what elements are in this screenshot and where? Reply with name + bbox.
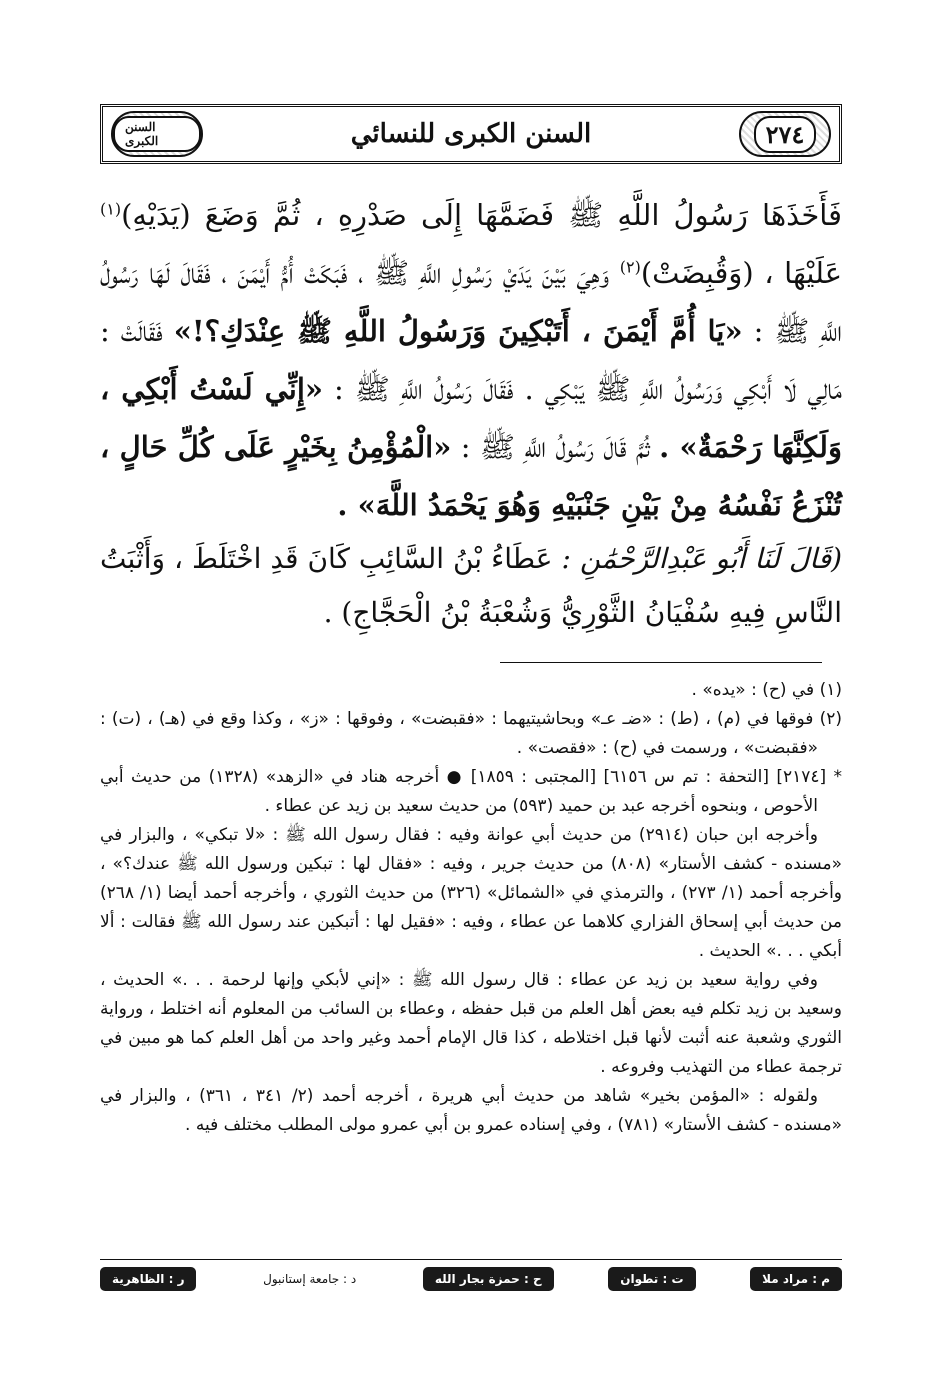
text-line: عَلَيْهَا ، [764,256,843,290]
manuscript-badge: ح : حمزة بجار الله [423,1267,554,1291]
text-line: ثُمَّ قَالَ رَسُولُ اللَّهِ ﷺ : [460,430,650,464]
book-logo-ornament [111,111,203,157]
prophet-quote: «إِنِّي لَسْتُ أَبْكِي ، وَلَكِنَّهَا رَحْمَةٌ» . [100,372,842,464]
footnote-ref: (٢) [619,257,641,277]
book-title: السنن الكبرى للنسائي [350,119,592,149]
page-number: ٢٧٤ [754,116,817,153]
manuscript-badge: ر : الظاهرية [100,1267,196,1291]
manuscript-badge: د : جامعة إستانبول [251,1267,368,1291]
takhrij-2: وأخرجه ابن حبان (٢٩١٤) من حديث أبي عوانة وفيه : فقال رسول الله ﷺ : «لا تبكي» ، والبزار في «مسنده - كشف الأستار» (٨٠٨) من حديث جرير ، وفيه : «فقال لها : تبكين ورسول الله ﷺ عندك؟» ، وأخرجه أحمد (١/ ٢٧٣) ، والترمذي في «الشمائل» (٣٢٦) من حديث الثوري ، وأخرجه أحمد أيضا (١/ ٢٦٨) من حديث أبي إسحاق الفزاري كلاهما عن عطاء ، وفيه : «فقيل لها : أتبكين عند رسول الله ﷺ فقالت : ألا أبكي . . .» الحديث . [100,825,843,961]
footnote-ref: (١) [100,199,122,219]
remark-speaker: (قَالَ لَنَا أَبُو عَبْدِالرَّحْمَٰنِ : [561,542,843,575]
takhrij-4: ولقوله : «المؤمن بخير» شاهد من حديث أبي هريرة ، أخرجه أحمد (٢/ ٣٤١ ، ٣٦١) ، والبزار في «مسنده - كشف الأستار» (٧٨١) ، وفي إسناده عمرو بن أبي عمرو مولى المطلب مختلف فيه . [100,1086,842,1135]
footnotes [100,676,842,1140]
page-number-ornament [739,111,831,157]
takhrij-1: * [٢١٧٤] [التحفة : تم س ٦١٥٦] [المجتبى : ١٨٥٩] ● أخرجه هناد في «الزهد» (١٣٢٨) من حديث أبي الأحوص ، وبنحوه أخرجه عبد بن حميد (٥٩٣) من حديث سعيد بن زيد عن عطاء . [100,767,842,816]
page-header [100,104,842,164]
text-line: فَقَالَتْ : مَالِي لَا أَبْكِي وَرَسُولُ اللَّهِ ﷺ يَبْكِي . فَقَالَ رَسُولُ اللَّهِ ﷺ : [100,314,842,406]
manuscript-legend [100,1264,842,1294]
hadith-text [100,186,842,534]
manuscript-badge: ت : تطوان [608,1267,695,1291]
footnote-2: (٢) فوقها في (م) ، (ط) : «ضـ عـ» وبحاشيتيهما : «فقبضت» ، وفوقها : «ز» ، وكذا وقع في (هـ) ، (ت) : «فقبضت» ، ورسمت في (ح) : «فقصت» . [100,709,842,758]
text-line: فَأَخَذَهَا رَسُولُ اللَّهِ ﷺ فَضَمَّهَا إِلَى صَدْرِهِ ، ثُمَّ وَضَعَ (يَدَيْهِ) [121,198,842,232]
remark-text: عَطَاءُ بْنُ السَّائِبِ كَانَ قَدِ اخْتَلَطَ ، وَأَثْبَتُ النَّاسِ فِيهِ سُفْيَانُ الثَّوْرِيُّ وَشُعْبَةُ بْنُ الْحَجَّاجِ) . [100,542,842,629]
prophet-quote: «الْمُؤْمِنُ بِخَيْرٍ عَلَى كُلِّ حَالٍ ، تُنْزَعُ نَفْسُهُ مِنْ بَيْنِ جَنْبَيْهِ وَهُوَ يَحْمَدُ اللَّهَ» . [100,430,842,522]
text-line: وَهِيَ بَيْنَ يَدَيْ رَسُولِ اللَّهِ ﷺ ، فَبَكَتْ أُمُّ أَيْمَنَ ، فَقَالَ لَهَا رَسُولُ اللَّهِ ﷺ : [100,256,842,348]
footnote-divider [500,662,822,663]
text-line: (وَقُبِضَتْ) [640,256,754,290]
manuscript-badge: م : مراد ملا [750,1267,842,1291]
prophet-quote: «يَا أُمَّ أَيْمَنَ ، أَتَبْكِينَ وَرَسُولُ اللَّهِ ﷺ عِنْدَكِ؟!» [173,314,743,348]
author-remark [100,532,842,640]
book-logo-text: السنن الكبرى [113,116,201,152]
takhrij-3: وفي رواية سعيد بن زيد عن عطاء : قال رسول الله ﷺ : «إني لأبكي وإنها لرحمة . . .» الحديث ، وسعيد بن زيد تكلم فيه بعض أهل العلم من قبل حفظه ، وعطاء بن السائب من المعلوم أنه اختلط ، ورواية الثوري وشعبة عنه أثبت لأنها قبل اختلاطه ، كذا قال الإمام أحمد وغير واحد من أهل العلم كما هو مبين في ترجمة عطاء من التهذيب وفروعه . [100,970,842,1077]
bottom-rule [100,1259,842,1260]
hadith-paragraph [100,186,842,534]
footnote-1: (١) في (ح) : «يده» . [691,680,842,700]
